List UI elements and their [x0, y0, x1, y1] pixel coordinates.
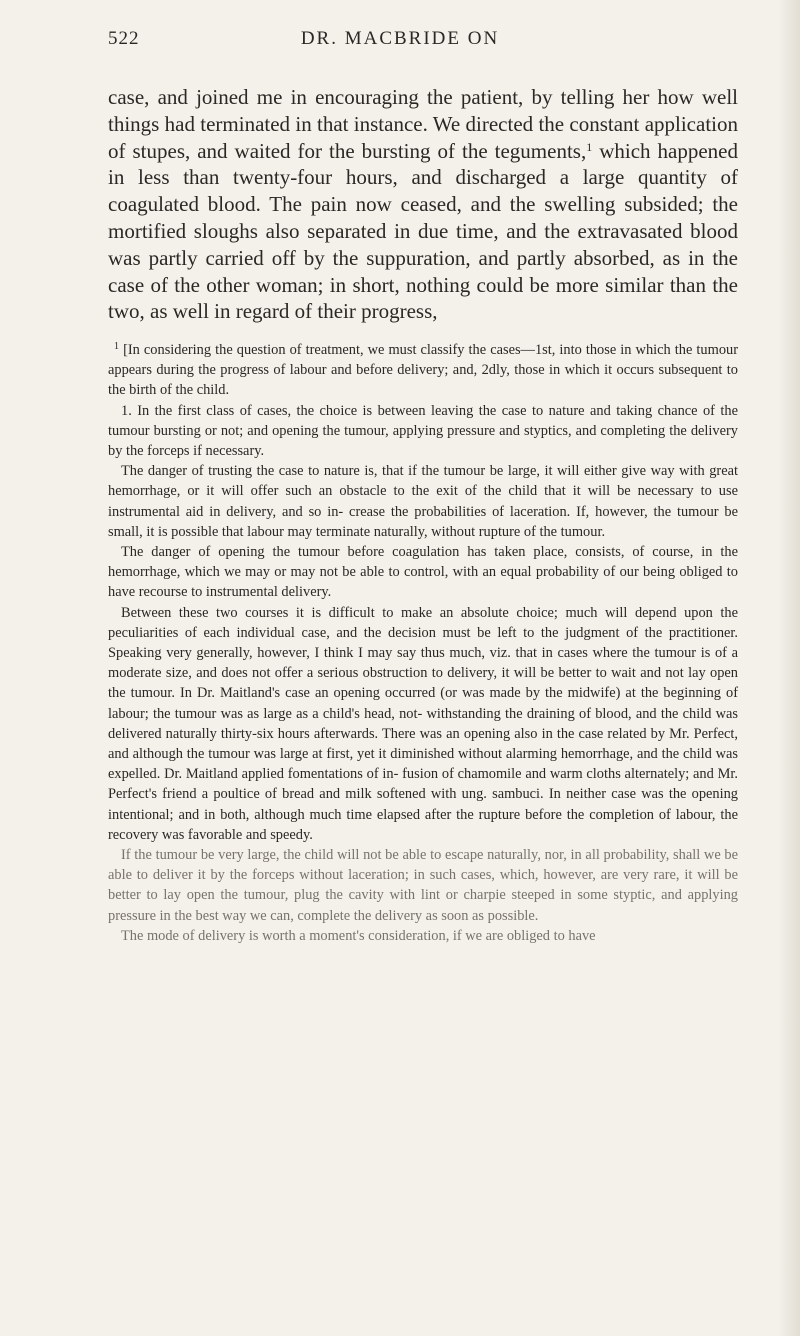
footnote-marker: 1 — [114, 341, 119, 352]
footnote-paragraph: The danger of opening the tumour before coagulation has taken place, consists, of course, in the hemorrhage, which we may or may not be able to control, with an equal probability of our being obliged to have recourse to instrumental delivery. — [108, 544, 738, 601]
main-paragraph — [108, 84, 738, 325]
page-number: 522 — [108, 28, 140, 49]
running-title: DR. MACBRIDE ON — [300, 28, 500, 49]
footnote-block — [108, 340, 738, 946]
running-header — [0, 28, 800, 58]
footnote-paragraph: If the tumour be very large, the child will not be able to escape naturally, nor, in all probability, shall we be able to deliver it by the forceps without laceration; in such cases, which, however, are very rare, it will be better to lay open the tumour, plug the cavity with lint or charpie steeped in some styptic, and applying pressure in the best way we can, complete the delivery as soon as possible. — [108, 847, 738, 924]
footnote-text: [In considering the question of treatment, we must classify the cases—1st, into those in which the tumour appears during the progress of labour and before delivery; and, 2dly, those in which it occurs subsequent to the birth of the child. — [108, 342, 738, 399]
footnote-paragraph: Between these two courses it is difficult to make an absolute choice; much will depend upon the peculiarities of each individual case, and the decision must be left to the judgment of the practitioner. Speaking very generally, however, I think I may say thus much, viz. that in cases where the tumour is of a moderate size, and does not offer a serious obstruction to delivery, it will be better to wait and not lay open the tumour. In Dr. Maitland's case an opening occurred (or was made by the midwife) at the beginning of labour; the tumour was as large as a child's head, not- withstanding the draining of blood, and the child was delivered naturally thirty-six hours afterwards. There was an opening also in the case related by Mr. Perfect, and although the tumour was large at first, yet it diminished without alarming hemorrhage, and the child was expelled. Dr. Maitland applied fomentations of in- fusion of chamomile and warm cloths alternately; and Mr. Perfect's friend a poultice of bread and milk softened with ung. sambuci. In neither case was the opening intentional; and in both, although much time elapsed after the rupture before the completion of labour, the recovery was favorable and speedy. — [108, 604, 738, 843]
main-text-part-1: case, and joined me in encouraging the patient, by telling her how well things had terminated in that instance. We directed the constant application of stupes, and waited for the bursting of the teguments, — [108, 85, 738, 163]
footnote-paragraph: 1. In the first class of cases, the choice is between leaving the case to nature and taking chance of the tumour bursting or not; and opening the tumour, applying pressure and styptics, and completing the delivery by the forceps if necessary. — [108, 402, 738, 460]
main-text-part-2: which happened in less than twenty-four hours, and discharged a large quantity of coagulated blood. The pain now ceased, and the swelling subsided; the mortified sloughs also separated in due time, and the extravasated blood was partly carried off by the suppuration, and partly absorbed, as in the case of the other woman; in short, nothing could be more similar than the two, as well in regard of their progress, — [108, 138, 738, 324]
footnote-reference[interactable]: 1 — [586, 139, 593, 154]
page-edge-shadow — [778, 0, 800, 1336]
footnote-paragraph — [108, 340, 738, 401]
footnote-paragraph: The danger of trusting the case to nature is, that if the tumour be large, it will either give way with great hemorrhage, or it will offer such an obstacle to the exit of the child that it will be necessary to use instrumental aid in delivery, and so in- crease the probabilities of laceration. If, however, the tumour be small, it is possible that labour may terminate naturally, without rupture of the tumour. — [108, 463, 738, 540]
footnote-paragraph: The mode of delivery is worth a moment's consideration, if we are obliged to have — [121, 927, 596, 944]
